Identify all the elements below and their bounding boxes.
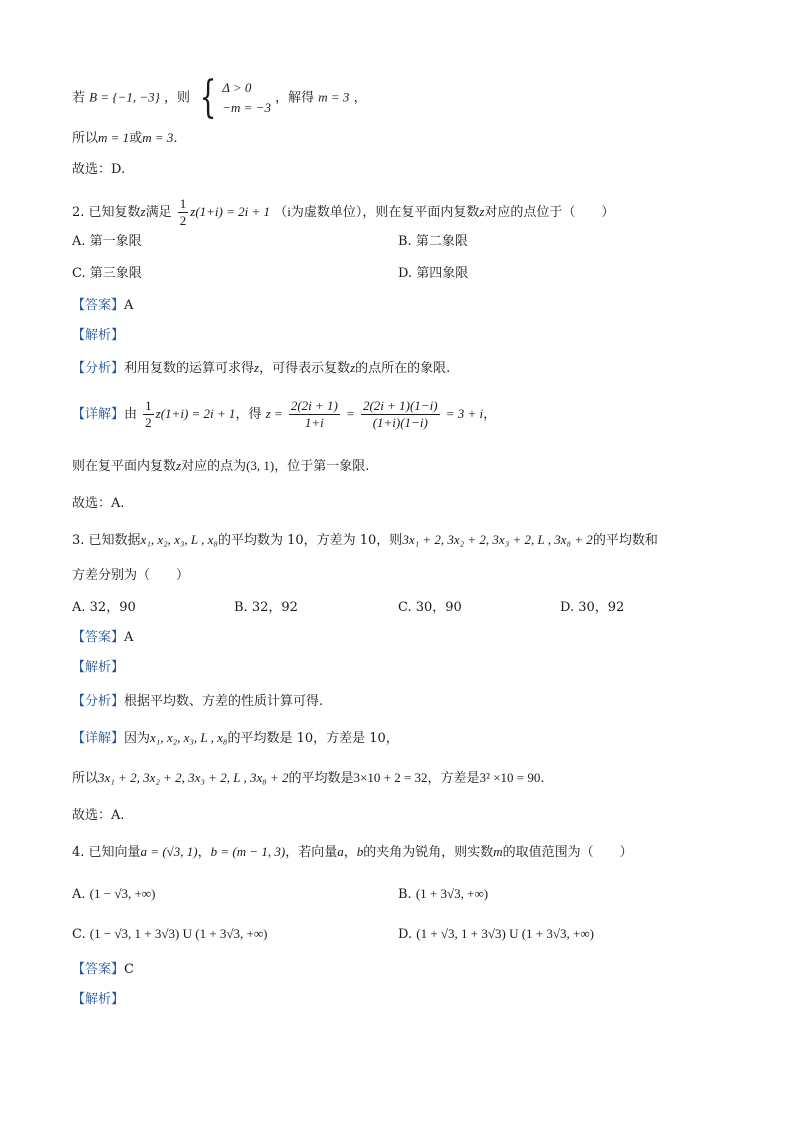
- text: 的平均数是: [288, 771, 354, 786]
- text: ，解得: [275, 90, 315, 106]
- option-d: D. 第四象限: [398, 266, 469, 281]
- text: .: [540, 771, 545, 786]
- text: 的平均数是 10，方差是 10，: [227, 731, 399, 746]
- text: 的平均数为 10，方差为 10，则: [217, 533, 403, 548]
- answer-select-2: 故选：A.: [72, 496, 125, 511]
- fraction: [361, 398, 440, 431]
- math: m = 1: [98, 130, 130, 145]
- math: 3x₁ + 2, 3x₂ + 2, 3x₃ + 2, L , 3x₈ + 2: [402, 532, 593, 547]
- answer-line: [72, 296, 734, 316]
- text: 的平均数和: [592, 533, 658, 548]
- option-label: D.: [398, 927, 413, 942]
- question-4: [72, 842, 734, 863]
- text: .: [173, 131, 178, 146]
- answer-tag: 【答案】: [72, 298, 125, 313]
- option-label: B.: [398, 887, 412, 902]
- detail-tag: 【详解】: [72, 731, 125, 746]
- math: 3x₁ + 2, 3x₂ + 2, 3x₃ + 2, L , 3x₈ + 2: [98, 770, 289, 785]
- set-b: B = {−1, −3}: [89, 89, 160, 105]
- option-value: (1 + √3, 1 + 3√3) U (1 + 3√3, +∞): [416, 926, 594, 941]
- question-3-cont: 方差分别为（ ）: [72, 568, 190, 583]
- line-1: [72, 72, 734, 123]
- answer-line: [72, 960, 734, 980]
- option-b: B. 第二象限: [398, 234, 468, 249]
- text: ，若向量: [285, 845, 338, 860]
- math: 3×10 + 2 = 32: [353, 770, 428, 785]
- question-2: [72, 196, 734, 229]
- analysis-tag: 【解析】: [72, 992, 125, 1007]
- math: z(1+i) = 2i + 1: [190, 204, 271, 219]
- option-a: A. 32，90: [72, 600, 136, 615]
- answer-value: A: [124, 630, 134, 645]
- equation-system: [222, 78, 271, 118]
- equals: =: [346, 406, 355, 421]
- question-3: [72, 530, 734, 551]
- fraction: [289, 398, 340, 431]
- system-row-2: −m = −3: [222, 100, 271, 115]
- option-c: C. 30，90: [398, 600, 462, 615]
- text: 因为: [124, 731, 151, 746]
- text: ，位于第一象限.: [274, 459, 370, 474]
- text: 或: [129, 131, 143, 146]
- text: ，: [343, 845, 357, 860]
- option-b: [398, 884, 488, 905]
- detail-line: [72, 398, 734, 431]
- option-label: C.: [72, 927, 86, 942]
- numerator: 2(2i + 1)(1−i): [362, 398, 438, 413]
- analysis-tag: 【解析】: [72, 660, 125, 675]
- fenxi-tag: 【分析】: [72, 694, 125, 709]
- text: 的点所在的象限.: [355, 361, 451, 376]
- fenxi-line: [72, 358, 734, 379]
- text: 3. 已知数据: [72, 533, 141, 548]
- analysis-line: [72, 990, 734, 1010]
- fraction: [178, 196, 189, 229]
- math: z =: [265, 406, 283, 421]
- math: z: [350, 360, 356, 375]
- text: （: [274, 205, 288, 220]
- left-brace-icon: {: [199, 72, 217, 123]
- system-row-1: Δ > 0: [222, 80, 252, 95]
- text: 2. 已知复数: [72, 205, 141, 220]
- math: z: [176, 458, 182, 473]
- text: ，方差是: [427, 771, 480, 786]
- math: a = (√3, 1): [140, 844, 198, 859]
- answer-select-1: 故选：D.: [72, 162, 126, 177]
- option-c: C. 第三象限: [72, 266, 142, 281]
- math: m = 3: [318, 89, 350, 105]
- answer-tag: 【答案】: [72, 962, 125, 977]
- detail-line: [72, 728, 734, 749]
- text: 由: [124, 407, 138, 422]
- detail-tag: 【详解】: [72, 407, 125, 422]
- text: ，得: [235, 407, 262, 422]
- text: 根据平均数、方差的性质计算可得.: [124, 694, 324, 709]
- analysis-line: [72, 326, 734, 346]
- text: 利用复数的运算可求得: [124, 361, 255, 376]
- option-value: (1 − √3, 1 + 3√3) U (1 + 3√3, +∞): [89, 926, 268, 941]
- fenxi-tag: 【分析】: [72, 361, 125, 376]
- fraction: [143, 398, 154, 431]
- answer-value: A: [124, 298, 134, 313]
- math: x₁, x₂, x₃, L , x₈: [150, 730, 228, 745]
- denominator: 2: [179, 213, 187, 228]
- option-c: [72, 924, 267, 945]
- text: 若: [72, 90, 86, 106]
- math: 3² ×10 = 90: [479, 770, 541, 785]
- numerator: 1: [145, 398, 152, 413]
- text: 4. 已知向量: [72, 845, 141, 860]
- math: b: [356, 844, 364, 859]
- math: b = (m − 1, 3): [210, 844, 286, 859]
- line-2: [72, 128, 734, 149]
- math: m = 3: [142, 130, 174, 145]
- option-b: B. 32，92: [234, 600, 298, 615]
- option-value: (1 + 3√3, +∞): [415, 886, 489, 901]
- option-d: [398, 924, 594, 945]
- fenxi-line: [72, 692, 734, 712]
- text: 对应的点位于（ ）: [484, 205, 615, 220]
- text: ，: [353, 90, 367, 106]
- math: = 3 + i: [445, 406, 484, 421]
- math: z: [479, 204, 485, 219]
- denominator: (1+i)(1−i): [372, 415, 428, 430]
- text: 满足: [145, 205, 172, 220]
- option-value: (1 − √3, +∞): [89, 886, 156, 901]
- text: 的夹角为锐角，则实数: [363, 845, 494, 860]
- detail-line-2: [72, 768, 734, 789]
- math: z: [254, 360, 260, 375]
- text: ，: [483, 407, 497, 422]
- math: z: [140, 204, 146, 219]
- option-a: [72, 884, 155, 905]
- denominator: 2: [145, 415, 152, 430]
- answer-value: C: [124, 962, 134, 977]
- text: 所以: [72, 771, 99, 786]
- text: 所以: [72, 131, 99, 146]
- math: x₁, x₂, x₃, L , x₈: [140, 532, 218, 547]
- detail-line-2: [72, 456, 734, 477]
- option-label: A.: [72, 887, 86, 902]
- text: 的取值范围为（ ）: [502, 845, 633, 860]
- math: i: [287, 204, 291, 219]
- denominator: 1+i: [304, 415, 324, 430]
- text: ，则: [163, 90, 190, 106]
- text: 对应的点为: [181, 459, 247, 474]
- math: (3, 1): [246, 458, 275, 473]
- answer-select-3: 故选：A.: [72, 808, 125, 823]
- option-a: A. 第一象限: [72, 234, 142, 249]
- math: z(1+i) = 2i + 1: [155, 406, 236, 421]
- analysis-line: [72, 658, 734, 678]
- numerator: 1: [179, 196, 187, 211]
- text: 则在复平面内复数: [72, 459, 177, 474]
- math: a: [337, 844, 344, 859]
- option-d: D. 30，92: [560, 600, 625, 615]
- text: 为虚数单位），则在复平面内复数: [290, 205, 480, 220]
- answer-tag: 【答案】: [72, 630, 125, 645]
- answer-line: [72, 628, 734, 648]
- numerator: 2(2i + 1): [290, 398, 338, 413]
- math: m: [493, 844, 503, 859]
- analysis-tag: 【解析】: [72, 328, 125, 343]
- text: ，可得表示复数: [259, 361, 351, 376]
- text: ，: [197, 845, 211, 860]
